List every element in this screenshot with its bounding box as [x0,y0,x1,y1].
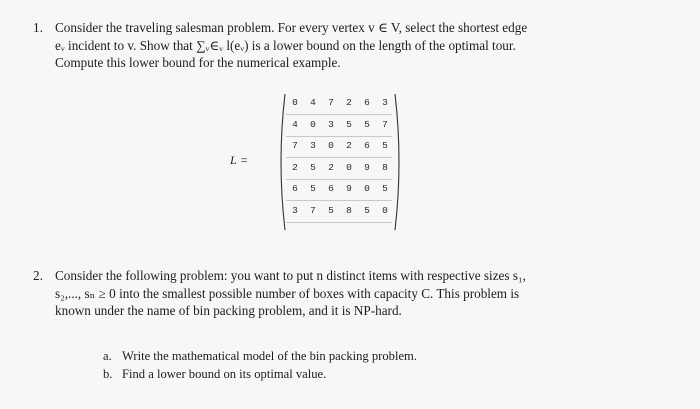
subitem-a [103,348,417,365]
matrix-cell: 0 [382,204,388,216]
matrix-cell: 7 [328,97,334,108]
problem-1-line-2: eᵥ incident to v. Show that ∑ᵥ∈ᵥ l(eᵥ) is a lower bound on the length of the optimal tour. [55,37,516,53]
matrix-cell: 3 [292,204,298,216]
matrix-cell: 5 [310,183,316,194]
matrix-cell: 5 [310,161,316,173]
problem-2 [33,267,655,320]
matrix-row-rule [286,179,392,180]
matrix-cell: 5 [328,204,334,216]
matrix-row-rule [286,136,392,137]
matrix-cell: 6 [328,183,334,194]
right-parenthesis [394,93,404,231]
problem-1-line-1: Consider the traveling salesman problem. For every vertex v ∈ V, select the shortest edge [55,20,528,35]
subitem-a-text: Write the mathematical model of the bin packing problem. [122,349,417,363]
problem-1 [33,19,655,72]
problem-1-line-3: Compute this lower bound for the numerical example. [55,55,341,70]
distance-matrix [230,93,430,233]
matrix-cell: 4 [292,118,298,130]
matrix-cell: 6 [364,97,370,108]
matrix-lhs [230,153,247,168]
left-parenthesis [276,93,286,231]
matrix-cell: 5 [382,183,388,194]
matrix-cell: 2 [328,161,334,173]
matrix-cell: 3 [310,140,316,151]
matrix-cell: 9 [364,161,370,173]
problem-2-line-3: known under the name of bin packing problem, and it is NP-hard. [55,303,402,318]
matrix-cell: 7 [292,140,298,151]
matrix-cell: 6 [292,183,298,194]
matrix-cell: 3 [382,97,388,108]
matrix-cell: 8 [346,204,352,216]
matrix-row-rule [286,200,392,201]
matrix-cell: 5 [382,140,388,151]
matrix-cell: 0 [292,97,298,108]
matrix-cell: 0 [364,183,370,194]
matrix-row-rule [286,114,392,115]
matrix-cell: 5 [364,204,370,216]
matrix-cell: 0 [346,161,352,173]
matrix-cell: 0 [310,118,316,130]
matrix-row-rule [286,222,392,223]
subitem-b-text: Find a lower bound on its optimal value. [122,367,327,381]
matrix-equals: = [240,153,248,167]
matrix-cell: 2 [292,161,298,173]
problem-2-number: 2. [33,268,43,283]
matrix-row-rule [286,157,392,158]
subitem-b-label: b. [103,367,113,381]
problem-2-line-2: s₂,..., sₙ ≥ 0 into the smallest possible number of boxes with capacity C. This problem is [55,285,520,301]
problem-2-line-1: Consider the following problem: you want to put n distinct items with respective sizes s₁, [55,268,526,283]
matrix-cell: 6 [364,140,370,151]
matrix-cell: 8 [382,161,388,173]
problem-1-number: 1. [33,20,43,35]
matrix-cell: 4 [310,97,316,108]
matrix-cell: 3 [328,118,334,130]
matrix-cell: 5 [346,118,352,130]
subitem-b [103,366,326,383]
matrix-cell: 2 [346,140,352,151]
matrix-cell: 7 [382,118,388,130]
matrix-cell: 9 [346,183,352,194]
matrix-label: L [230,153,237,167]
matrix-cell: 2 [346,97,352,108]
subitem-a-label: a. [103,349,112,363]
matrix-cell: 5 [364,118,370,130]
matrix-cell: 0 [328,140,334,151]
matrix-cell: 7 [310,204,316,216]
